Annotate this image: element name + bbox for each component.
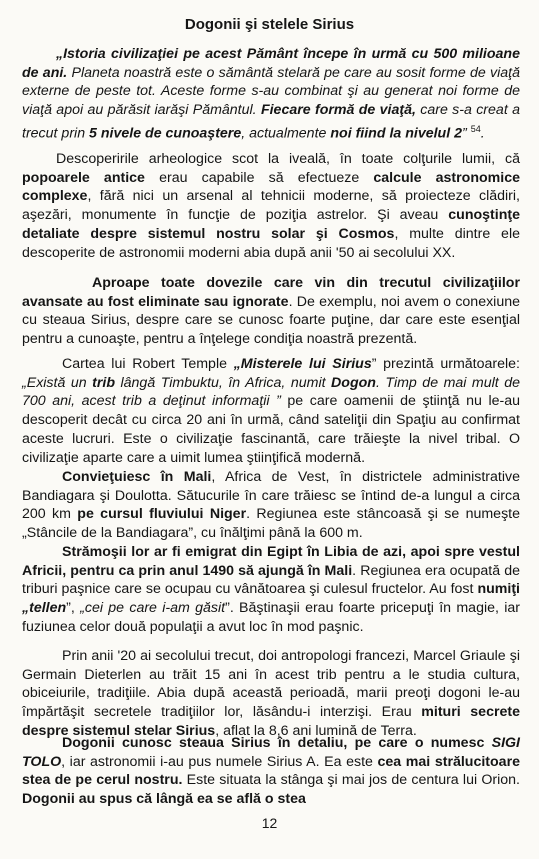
text-run: Strămoşii lor ar fi emigrat din Egipt în Libia de azi, apoi spre vestul Africii, pentru ca prin anul 1490 să ajungă în Mali (22, 544, 520, 579)
text-run: Convieţuiesc în Mali (62, 469, 212, 485)
text-run: Prin anii '20 ai secolului trecut, doi antropologi francezi, Marcel Griaule şi Germain Dieterlen au trăit 15 ani în acest trib pentru a le studia cultura, obiceiurile, tradiţiile. Abia după această perioadă, marii preoţi dogoni le-au împărtăşit secretele tradiţiilor lor, lăsându-i interzişi. Erau (22, 648, 520, 721)
paragraph-ancestors (22, 543, 520, 637)
paragraph-sirius (22, 734, 520, 809)
paragraph-mali (22, 468, 520, 543)
paragraph-quote (22, 45, 520, 143)
text-run: . (480, 125, 485, 142)
text-run: , Africa de Vest, în districtele administrative Bandiagara şi Doulotta. Sătucurile în care trăiesc se întind de-a lungul a circa 200 km (22, 469, 520, 523)
text-run: . De exemplu, noi avem o conexiune cu steaua Sirius, despre care se cunosc foarte puţine, dar care este esenţial pentru a cunoaşte, pentru a înţelege condiţia noastră prezentă. (22, 293, 521, 348)
text-run: numiţi (477, 581, 520, 598)
text-run: pe care oamenii de ştiinţă nu le-au descoperit decât cu circa 20 ani în urmă, când sateliţii din Spaţiu au confirmat aceste lucruri. Este o civilizaţie fascinantă, care trăieşte la nivel tribal. O civilizaţie aparte care a uimit lumea ştiinţifică modernă. (22, 393, 520, 466)
text-run: care s-a creat a trecut prin (22, 102, 520, 142)
paragraph-anthropologists (22, 647, 520, 741)
text-run: . Timp de mai mult de 700 ani, acest trib a deţinut informaţii ” (22, 374, 521, 410)
text-run: ”, (66, 600, 81, 617)
text-run: trib (92, 374, 115, 391)
text-run: lângă Timbuktu, în Africa, numit (115, 374, 332, 391)
text-run: Este situata la stânga şi mai jos de centura lui Orion. (182, 772, 520, 789)
text-run: erau capabile să efectueze (144, 169, 374, 186)
text-run: mituri secrete despre sistemul stelar Sirius (22, 704, 520, 739)
text-run: „tellen (22, 600, 67, 617)
text-run: , fără nici un arsenal al tehnicii moderne, să proiecteze clădiri, aşezări, monumente în funcţie de poziţia astrelor. Şi aveau (22, 188, 520, 224)
text-run: cunoştinţe detaliate despre sistemul nostru solar şi Cosmos (22, 207, 520, 242)
text-run: Planeta noastră este o sământă stelară pe care au sosit forme de viaţă externe de peste tot. Aceste forme s-au combinat şi au generat noi forme de viaţă apoi au părăsit iarăşi Pământul. (22, 64, 520, 119)
text-run: pe cursul fluviului Niger (77, 506, 247, 523)
text-run: „Misterele lui Sirius (233, 356, 372, 372)
paragraph-temple-book (22, 355, 520, 467)
text-run: Dogonii cunosc steaua Sirius în detaliu, pe care o numesc (62, 735, 492, 751)
text-run: cea mai strălucitoare stea de pe cerul nostru. (22, 753, 520, 789)
text-run: , iar astronomii i-au pus numele Sirius A. Ea este (61, 753, 378, 770)
text-run: SIGI TOLO (22, 735, 520, 770)
text-run: „Istoria civilizaţiei pe acest Pământ începe în urmă cu 500 milioane de ani. (22, 46, 520, 81)
page-title: Dogonii şi stelele Sirius (184, 16, 355, 33)
text-run: Descoperirile arheologice scot la iveală, în toate colţurile lumii, că (56, 151, 520, 167)
text-run: 5 nivele de cunoaştere (89, 125, 242, 142)
text-run: Cartea lui Robert Temple (62, 356, 234, 372)
text-run: Dogonii au spus că lângă ea se află o stea (22, 791, 306, 808)
text-run: „Există un (22, 374, 93, 391)
text-run: . Regiunea este stâncoasă şi se numeşte „Stâncile de la Bandiagara”, cu înălţimi până la 600 m. (22, 506, 520, 542)
text-run: ”. Băştinaşii erau foarte pricepuţi în magie, iar fuziunea celor două populaţii a avut loc în mod paşnic. (22, 600, 521, 635)
text-run: Fiecare formă de viaţă, (260, 102, 416, 119)
text-run: Dogon (331, 374, 376, 391)
text-run: , actualmente (241, 125, 331, 142)
text-run: Aproape toate dovezile care vin din trecutul civilizaţiilor avansate au fost eliminate sau ignorate (22, 275, 520, 310)
page-number: 12 (261, 815, 278, 831)
text-run: , multe dintre ele descoperite de astronomii moderni abia după anii '50 ai secolului XX. (22, 225, 520, 261)
paragraph-archaeology (22, 150, 520, 262)
text-run: ” (462, 125, 471, 142)
text-run: „cei pe care i-am găsit (80, 600, 226, 617)
text-run: ” prezintă următoarele: (371, 356, 520, 372)
text-run: , aflat la 8,6 ani lumină de Terra. (215, 722, 417, 739)
paragraph-evidence (22, 274, 520, 349)
text-run: calcule astronomice complexe (22, 169, 521, 205)
text-run: . Regiunea era ocupată de triburi paşnice care se ocupau cu vânătoarea şi culesul fructelor. Au fost (22, 562, 520, 598)
text-run: popoarele antice (22, 169, 145, 186)
text-run: 54 (470, 123, 481, 134)
text-run: noi fiind la nivelul 2 (330, 125, 463, 142)
